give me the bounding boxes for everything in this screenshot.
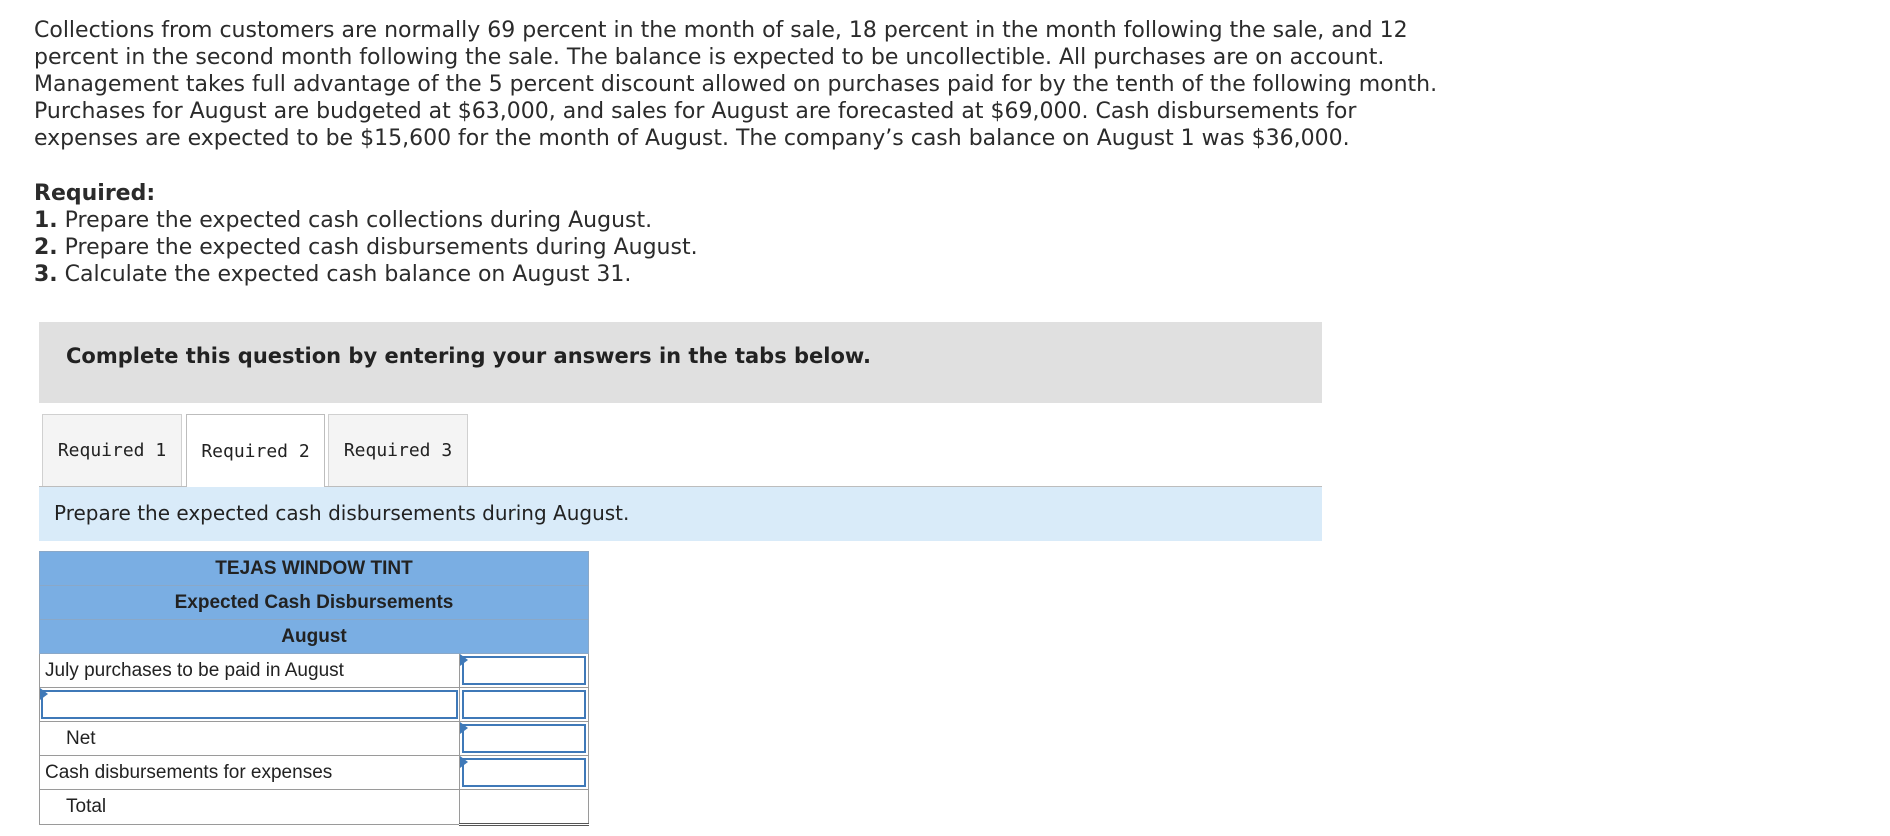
required-item-1 [34, 207, 698, 234]
instruction-text: Complete this question by entering your answers in the tabs below. [66, 344, 871, 368]
table-header-row [40, 620, 589, 654]
amount-cell [460, 654, 589, 688]
label-cell [40, 688, 460, 722]
required-item-text: Calculate the expected cash balance on August 31. [57, 262, 632, 287]
amount-cell [460, 688, 589, 722]
required-item-number: 3. [34, 262, 58, 287]
tab-required-3[interactable]: Required 3 [328, 414, 468, 486]
table-header-row [40, 586, 589, 620]
cash-disbursements-table [39, 551, 589, 826]
cell-marker-icon [460, 756, 468, 768]
required-heading: Required: [34, 181, 156, 206]
cell-marker-icon [460, 722, 468, 734]
table-row [40, 688, 589, 722]
required-item-3 [34, 261, 698, 288]
row-label-net: Net [40, 722, 460, 756]
tab-required-2[interactable]: Required 2 [186, 414, 325, 488]
expenses-amount-input[interactable] [462, 758, 586, 787]
instruction-box [39, 322, 1322, 403]
table-row [40, 790, 589, 825]
prompt-bar [39, 487, 1322, 541]
company-name: TEJAS WINDOW TINT [40, 552, 589, 586]
table-title: Expected Cash Disbursements [40, 586, 589, 620]
table-row [40, 654, 589, 688]
amount-cell [460, 722, 589, 756]
table-row [40, 722, 589, 756]
required-item-text: Prepare the expected cash collections during August. [57, 208, 653, 233]
required-list [34, 180, 698, 288]
net-amount-input[interactable] [462, 724, 586, 753]
table-row [40, 756, 589, 790]
prompt-text: Prepare the expected cash disbursements during August. [54, 501, 630, 525]
row-label-expenses: Cash disbursements for expenses [40, 756, 460, 790]
amount-cell [460, 756, 589, 790]
july-purchases-amount-input[interactable] [462, 656, 586, 685]
cell-marker-icon [460, 654, 468, 666]
required-item-2 [34, 234, 698, 261]
row-2-amount-input[interactable] [462, 690, 586, 719]
table-period: August [40, 620, 589, 654]
row-label-total: Total [40, 790, 460, 825]
cell-marker-icon [40, 688, 48, 700]
problem-intro: Collections from customers are normally 69 percent in the month of sale, 18 percent in the month following the sale, and 12 percent in the second month following the sale. The balance is expected to be uncollectible. All purchases are on account. Management takes full advantage of the 5 percent discount allowed on purchases paid for by the tenth of the following month. Purchases for August are budgeted at $63,000, and sales for August are forecasted at $69,000. Cash disbursements for expenses are expected to be $15,600 for the month of August. The company’s cash balance on August 1 was $36,000. [34, 18, 1438, 151]
required-item-number: 2. [34, 235, 58, 260]
required-item-text: Prepare the expected cash disbursements during August. [57, 235, 698, 260]
row-label-input[interactable] [41, 690, 458, 719]
tab-required-1[interactable]: Required 1 [42, 414, 182, 486]
tab-bar [39, 412, 1322, 487]
table-header-row [40, 552, 589, 586]
required-item-number: 1. [34, 208, 58, 233]
total-amount-cell [460, 790, 589, 825]
row-label-july-purchases: July purchases to be paid in August [40, 654, 460, 688]
